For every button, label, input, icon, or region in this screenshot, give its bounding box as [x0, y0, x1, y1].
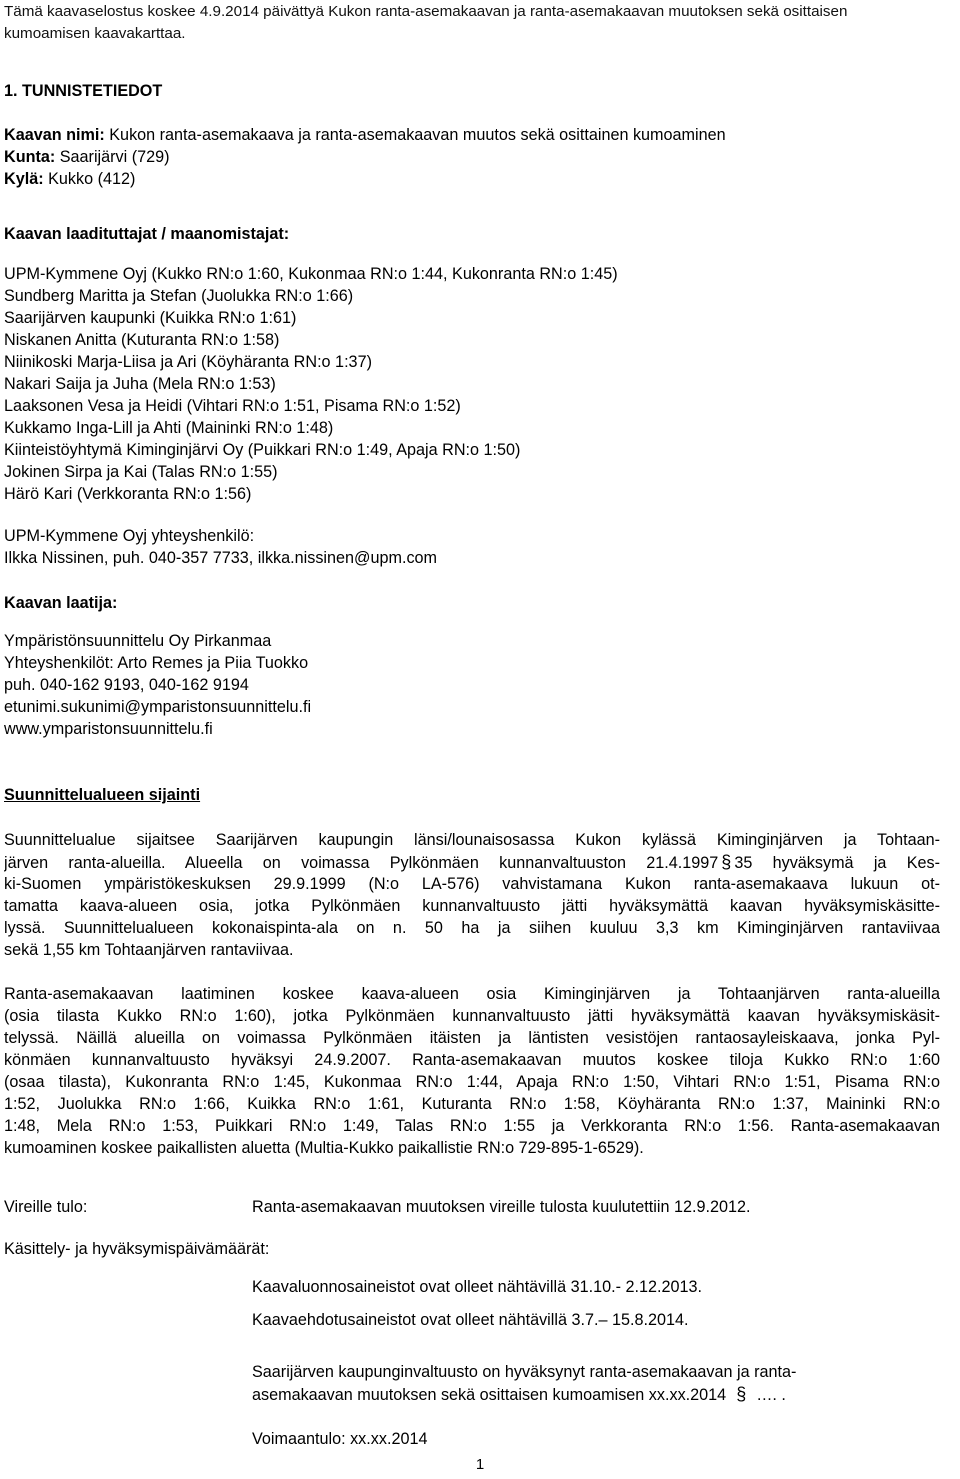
- owners-list: [4, 263, 940, 505]
- section-symbol: §: [721, 852, 732, 872]
- owner-item: Niinikoski Marja-Liisa ja Ari (Köyhäranta RN:o 1:37): [4, 353, 372, 371]
- sijainti-title: Suunnittelualueen sijainti: [4, 786, 201, 804]
- sijainti-paragraph-2: [4, 983, 940, 1159]
- nahtavilla-luonnos: Kaavaluonnosaineistot ovat olleet nähtävillä 31.10.- 2.12.2013.: [252, 1278, 702, 1296]
- laatija-block: [4, 630, 940, 740]
- header-line-1: Tämä kaavaselostus koskee 4.9.2014 päivättyä Kukon ranta-asemakaavan ja ranta-asemakaavan muutoksen sekä osittaisen: [4, 3, 848, 20]
- voimaantulo: Voimaantulo: xx.xx.2014: [252, 1430, 428, 1448]
- section-heading: [4, 80, 940, 102]
- vireille-label: Vireille tulo:: [4, 1198, 88, 1216]
- paragraph-line: 1:52, Juolukka RN:o 1:66, Kuikka RN:o 1:61, Kuturanta RN:o 1:58, Köyhäranta RN:o 1:37, Maininki RN:o: [4, 1095, 940, 1113]
- paragraph-line: (osia tilasta Kukko RN:o 1:60), jotka Pylkönmäen kunnanvaltuusto jätti hyväksymättä kaavan hyväksymiskäsit-: [4, 1007, 940, 1025]
- owner-item: Saarijärven kaupunki (Kuikka RN:o 1:61): [4, 309, 297, 327]
- kyla-row: [4, 168, 940, 190]
- paragraph-line: Suunnittelualue sijaitsee Saarijärven kaupungin länsi/lounaisosassa Kukon kylässä Kiminginjärven ja Tohtaan-: [4, 831, 940, 849]
- contact-title: UPM-Kymmene Oyj yhteyshenkilö:: [4, 527, 255, 545]
- laadituttajat-heading: [4, 223, 940, 245]
- paragraph-line: 1:48, Mela RN:o 1:53, Puikkari RN:o 1:49, Talas RN:o 1:55 ja Verkkoranta RN:o 1:56. Ranta-asemakaavan: [4, 1117, 940, 1135]
- paragraph-line: sekä 1,55 km Tohtaanjärven rantaviivaa.: [4, 941, 294, 959]
- vireille-value: Ranta-asemakaavan muutoksen vireille tulosta kuulutettiin 12.9.2012.: [252, 1198, 751, 1216]
- contact-line: Ilkka Nissinen, puh. 040-357 7733, ilkka.nissinen@upm.com: [4, 549, 438, 567]
- kyla-value: Kukko (412): [43, 170, 136, 188]
- owner-item: UPM-Kymmene Oyj (Kukko RN:o 1:60, Kukonmaa RN:o 1:44, Kukonranta RN:o 1:45): [4, 265, 618, 283]
- owner-item: Laaksonen Vesa ja Heidi (Vihtari RN:o 1:51, Pisama RN:o 1:52): [4, 397, 461, 415]
- section-title: 1. TUNNISTETIEDOT: [4, 82, 163, 100]
- paragraph-line: tamatta kaava-alueen osia, jotka Pylkönmäen kunnanvaltuusto jätti hyväksymättä kaavan hyväksymiskäsitte-: [4, 897, 940, 915]
- nahtavilla-ehdotus: Kaavaehdotusaineistot ovat olleet nähtävillä 3.7.– 15.8.2014.: [252, 1311, 689, 1329]
- paragraph-line: Ranta-asemakaavan laatiminen koskee kaava-alueen osia Kiminginjärven ja Tohtaanjärven ranta-alueilla: [4, 985, 940, 1003]
- laatija-line: www.ymparistonsuunnittelu.fi: [4, 720, 213, 738]
- owner-item: Niskanen Anitta (Kuturanta RN:o 1:58): [4, 331, 280, 349]
- document-header: [4, 1, 940, 45]
- kasittely-details: [252, 1276, 940, 1450]
- laatija-heading: [4, 592, 940, 614]
- kaavan-nimi-label: Kaavan nimi:: [4, 126, 105, 144]
- paragraph-line: järven ranta-alueilla. Alueella on voimassa Pylkönmäen kunnanvaltuuston 21.4.1997 § 35 hyväksymä ja Kes-: [4, 852, 940, 872]
- paragraph-line: telyssä. Näillä alueilla on voimassa Pylkönmäen itäisten ja läntisten vesistöjen rantaosayleiskaava, jonka Pyl-: [4, 1029, 940, 1047]
- hyvaksynyt-line-2: asemakaavan muutoksen sekä osittaisen kumoamisen xx.xx.2014 § …. .: [252, 1384, 786, 1404]
- paragraph-line: könmäen kunnanvaltuusto hyväksyi 24.9.2007. Ranta-asemakaavan muutos koskee tiloja Kukko RN:o 1:60: [4, 1051, 940, 1069]
- paragraph-line: (osaa tilasta), Kukonranta RN:o 1:45, Kukonmaa RN:o 1:44, Apaja RN:o 1:50, Vihtari RN:o 1:51, Pisama RN:o: [4, 1073, 940, 1091]
- laadituttajat-title: Kaavan laadituttajat / maanomistajat:: [4, 225, 290, 243]
- owner-item: Kukkamo Inga-Lill ja Ahti (Maininki RN:o 1:48): [4, 419, 334, 437]
- identification-block: [4, 124, 940, 190]
- kasittely-heading: [4, 1238, 940, 1260]
- sijainti-paragraph-1: [4, 829, 940, 961]
- kunta-value: Saarijärvi (729): [55, 148, 170, 166]
- page-number: 1: [475, 1456, 485, 1473]
- laatija-line: Yhteyshenkilöt: Arto Remes ja Piia Tuokko: [4, 654, 309, 672]
- laatija-line: Ympäristönsuunnittelu Oy Pirkanmaa: [4, 632, 272, 650]
- laatija-line: puh. 040-162 9193, 040-162 9194: [4, 676, 249, 694]
- owner-item: Jokinen Sirpa ja Kai (Talas RN:o 1:55): [4, 463, 278, 481]
- paragraph-line: lyssä. Suunnittelualueen kokonaispinta-ala on n. 50 ha ja siihen kuuluu 3,3 km Kiminginjärven rantaviivaa: [4, 919, 940, 937]
- paragraph-line: ki-Suomen ympäristökeskuksen 29.9.1999 (N:o LA-576) vahvistamana Kukon ranta-asemakaava lukuun ot-: [4, 875, 940, 893]
- owner-item: Kiinteistöyhtymä Kiminginjärvi Oy (Puikkari RN:o 1:49, Apaja RN:o 1:50): [4, 441, 521, 459]
- header-line-2: kumoamisen kaavakarttaa.: [4, 25, 186, 42]
- kaavan-nimi-row: [4, 124, 940, 146]
- hyvaksynyt-line-1: Saarijärven kaupunginvaltuusto on hyväksynyt ranta-asemakaavan ja ranta-: [252, 1363, 797, 1381]
- paragraph-line: kumoaminen koskee paikallisten aluetta (Multia-Kukko paikallistie RN:o 729-895-1-6529).: [4, 1139, 644, 1157]
- owner-item: Sundberg Maritta ja Stefan (Juolukka RN:o 1:66): [4, 287, 354, 305]
- laatija-title: Kaavan laatija:: [4, 594, 118, 612]
- kaavan-nimi-value: Kukon ranta-asemakaava ja ranta-asemakaavan muutos sekä osittainen kumoaminen: [104, 126, 726, 144]
- kasittely-label: Käsittely- ja hyväksymispäivämäärät:: [4, 1240, 270, 1258]
- contact-block: [4, 525, 940, 569]
- sijainti-heading: [4, 784, 940, 806]
- section-symbol: §: [736, 1384, 747, 1404]
- vireille-row: [4, 1196, 940, 1218]
- laatija-line: etunimi.sukunimi@ymparistonsuunnittelu.fi: [4, 698, 312, 716]
- kunta-label: Kunta:: [4, 148, 56, 166]
- kyla-label: Kylä:: [4, 170, 44, 188]
- owner-item: Nakari Saija ja Juha (Mela RN:o 1:53): [4, 375, 276, 393]
- owner-item: Härö Kari (Verkkoranta RN:o 1:56): [4, 485, 252, 503]
- kunta-row: [4, 146, 940, 168]
